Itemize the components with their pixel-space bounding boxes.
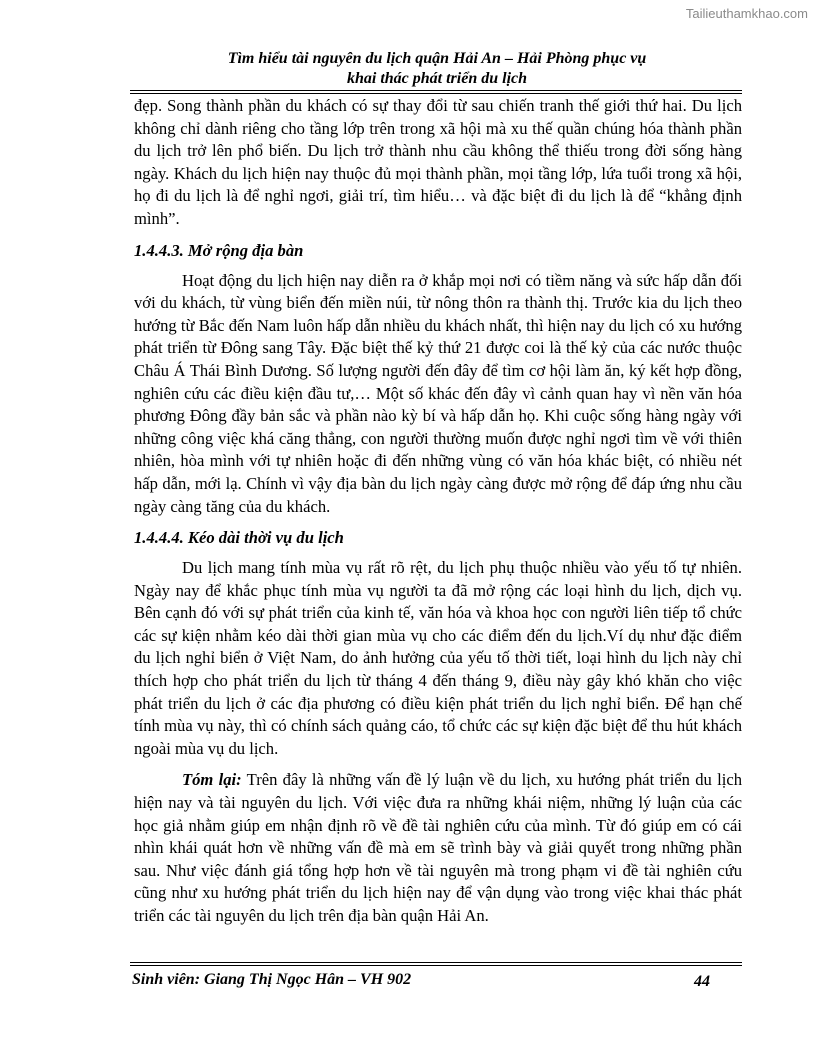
summary-text: Trên đây là những vấn đề lý luận về du lịch, xu hướng phát triển du lịch hiện nay và tài nguyên du lịch. Với việc đưa ra những khái niệm, những lý luận của các học giả nhằm giúp em nhận định rõ về đề tài nghiên cứu của mình. Từ đó giúp em có cái nhìn khái quát hơn về những vấn đề mà em sẽ trình bày và giải quyết trong những phần sau. Như việc đánh giá tổng hợp hơn về tài nguyên mà trong phạm vi đề tài nghiên cứu cũng như xu hướng phát triển du lịch hiện nay để vận dụng vào trong việc khai thác phát triển các tài nguyên du lịch trên địa bàn quận Hải An.: [134, 770, 742, 925]
page-header: [132, 49, 742, 89]
header-title-line-1: Tìm hiểu tài nguyên du lịch quận Hải An – Hải Phòng phục vụ: [227, 50, 647, 67]
header-divider: [130, 90, 742, 91]
paragraph-summary: [134, 769, 742, 927]
section-heading-expand-area: 1.4.4.3. Mở rộng địa bàn: [134, 240, 304, 260]
paragraph-expand-area: Hoạt động du lịch hiện nay diễn ra ở khắp mọi nơi có tiềm năng và sức hấp dẫn đối với du khách, từ vùng biển đến miền núi, từ nông thôn ra thành thị. Trước kia du lịch theo hướng từ Bắc đến Nam luôn hấp dẫn nhiều du khách nhất, thì hiện nay du lịch có xu hướng phát triển từ Đông sang Tây. Đặc biệt thế kỷ thứ 21 được coi là thế kỷ của các nước thuộc Châu Á Thái Bình Dương. Số lượng người đến đây để tìm cơ hội làm ăn, ký kết hợp đồng, nghiên cứu các điều kiện đầu tư,… Một số khác đến đây vì cảnh quan hay vì nền văn hóa phương Đông đầy bản sắc và phần nào kỳ bí và hấp dẫn họ. Khi cuộc sống hàng ngày với những công việc khá căng thẳng, con người thường muốn được nghỉ ngơi tìm về với thiên nhiên, hòa mình với tự nhiên hoặc đi đến những vùng có văn hóa khác biệt, có nhiều nét hấp dẫn, mới lạ. Chính vì vậy địa bàn du lịch ngày càng được mở rộng để đáp ứng nhu cầu ngày càng tăng của du khách.: [134, 270, 742, 516]
header-divider-thin: [130, 93, 742, 94]
section-heading-extend-season: 1.4.4.4. Kéo dài thời vụ du lịch: [134, 528, 344, 548]
footer-student: Sinh viên: Giang Thị Ngọc Hân – VH 902: [132, 971, 412, 988]
paragraph-extend-season: Du lịch mang tính mùa vụ rất rõ rệt, du lịch phụ thuộc nhiều vào yếu tố tự nhiên. Ngày nay để khắc phục tính mùa vụ người ta đã mở rộng các loại hình du lịch, dịch vụ. Bên cạnh đó với sự phát triển của kinh tế, văn hóa và khoa học con người liên tiếp tổ chức các sự kiện nhằm kéo dài thời gian mùa vụ cho các điểm đến du lịch.Ví dụ như đặc điểm du lịch nghỉ biển ở Việt Nam, do ảnh hưởng của yếu tố thời tiết, loại hình du lịch này chỉ thích hợp cho phát triển du lịch từ tháng 4 đến tháng 9, điều này gây khó khăn cho việc phát triển du lịch ở các địa phương có điều kiện phát triển du lịch nghỉ biển. Để hạn chế tính mùa vụ này, thì có chính sách quảng cáo, tổ chức các sự kiện đặc biệt để thu hút khách ngoài mùa vụ du lịch.: [134, 558, 742, 758]
page-number: 44: [694, 973, 710, 990]
watermark: Tailieuthamkhao.com: [685, 6, 808, 21]
summary-label: Tóm lại:: [182, 770, 242, 790]
footer-divider-thin: [130, 962, 742, 963]
paragraph-intro: đẹp. Song thành phần du khách có sự thay đổi từ sau chiến tranh thế giới thứ hai. Du lịch không chỉ dành riêng cho tầng lớp trên trong xã hội mà xu thế quần chúng hóa thành phần du lịch trở lên phổ biến. Du lịch trở thành nhu cầu không thể thiếu trong đời sống hàng ngày. Khách du lịch hiện nay thuộc đủ mọi thành phần, mọi tầng lớp, lứa tuổi trong xã hội, họ đi du lịch là để nghỉ ngơi, giải trí, tìm hiểu… và đặc biệt đi du lịch là để “khẳng định mình”.: [134, 96, 742, 228]
header-title-line-2: khai thác phát triển du lịch: [346, 70, 528, 87]
footer-divider: [130, 965, 742, 966]
page-body: [134, 95, 742, 928]
